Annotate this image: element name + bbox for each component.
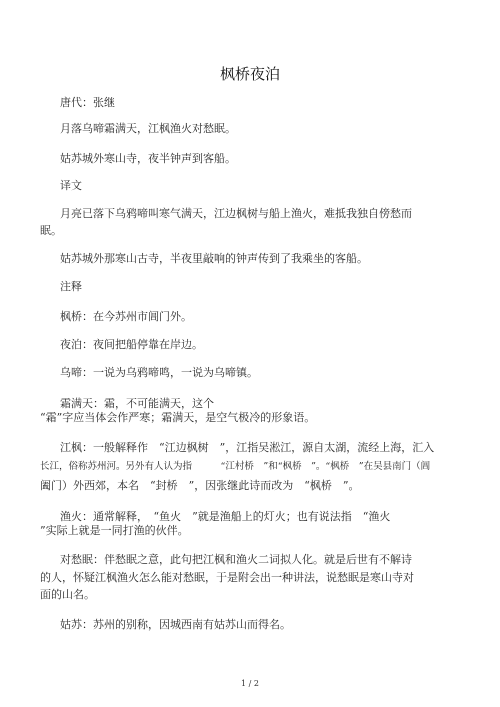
section-heading-translation: 译文 xyxy=(60,179,82,192)
note-jiangfeng-cont-2: 阖门）外西郊，本名 “封桥 ”，因张继此诗而改为 “枫桥 ”。 xyxy=(40,479,360,492)
note-duichoumian-cont-2: 面的山名。 xyxy=(40,588,95,601)
note-jiangfeng: 江枫：一般解释作 “江边枫树 ”，江指吴淞江，源自太湖，流经上海，汇入 xyxy=(60,441,435,454)
page-title: 枫桥夜泊 xyxy=(219,65,280,83)
note-jiangfeng-cont-1: 长江，俗称苏州河。另外有人认为指 “江村桥 ”和“枫桥 ”。“枫桥 ”在吴县南门（阊 xyxy=(40,461,431,472)
translation-line-2: 姑苏城外那寒山古寺，半夜里敲响的钟声传到了我乘坐的客船。 xyxy=(60,252,368,265)
poem-line-1: 月落乌啼霜满天，江枫渔火对愁眠。 xyxy=(60,122,236,135)
note-yuhuo-cont: ”实际上就是一同打渔的伙伴。 xyxy=(40,524,189,537)
note-gusu: 姑苏：苏州的别称，因城西南有姑苏山而得名。 xyxy=(60,618,291,631)
note-shuangmantian-cont: “霜”字应当体会作严寒；霜满天，是空气极冷的形象语。 xyxy=(40,411,316,424)
author-line: 唐代：张继 xyxy=(60,96,115,109)
poem-line-2: 姑苏城外寒山寺，夜半钟声到客船。 xyxy=(60,152,236,165)
section-heading-notes: 注释 xyxy=(60,280,82,293)
note-duichoumian-cont-1: 的人，怀疑江枫渔火怎么能对愁眠，于是附会出一种讲法，说愁眠是寒山寺对 xyxy=(40,571,414,584)
note-wuti: 乌啼：一说为乌鸦啼鸣，一说为乌啼镇。 xyxy=(60,366,258,379)
translation-line-1: 月亮已落下乌鸦啼叫寒气满天，江边枫树与船上渔火，难抵我独自傍愁而 xyxy=(60,207,412,220)
note-yebo: 夜泊：夜间把船停靠在岸边。 xyxy=(60,338,203,351)
page-number: 1 / 2 xyxy=(241,679,259,688)
translation-line-1-cont: 眠。 xyxy=(40,224,62,237)
note-fengqiao: 枫桥：在今苏州市阊门外。 xyxy=(60,310,192,323)
note-shuangmantian: 霜满天：霜，不可能满天，这个 xyxy=(60,397,214,410)
note-yuhuo: 渔火：通常解释， “鱼火 ”就是渔船上的灯火；也有说法指 “渔火 xyxy=(60,510,391,523)
note-duichoumian: 对愁眠：伴愁眠之意，此句把江枫和渔火二词拟人化。就是后世有不解诗 xyxy=(60,553,412,566)
